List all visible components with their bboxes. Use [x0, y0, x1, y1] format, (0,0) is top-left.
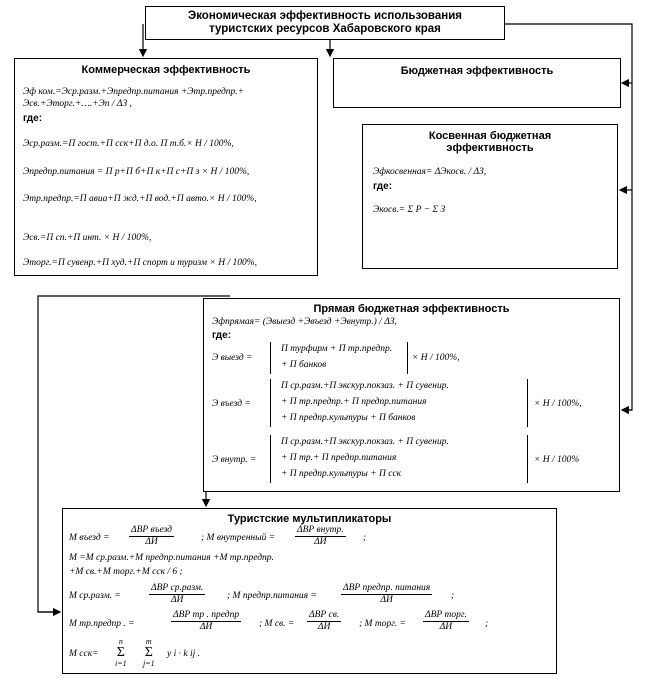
direct-out-bracket: [270, 342, 408, 374]
commercial-formula-4: Этр.предпр.=П авиа+П жд.+П вод.+П авто.× Н / 100%,: [23, 194, 257, 204]
commercial-box: [14, 58, 318, 276]
direct-title: Прямая бюджетная эффективность: [313, 303, 510, 315]
mult-row1-num-b: ΔВР внутр.: [297, 525, 344, 535]
mult-row1-frac-b: [295, 525, 346, 548]
sigma-icon: Σ: [116, 645, 125, 660]
direct-out-label: Э выезд =: [212, 353, 253, 363]
direct-in-tail: × Н / 100%,: [534, 399, 582, 409]
mult-row5-frac-a: [171, 610, 241, 633]
mult-row1-den-a: ΔИ: [145, 537, 158, 547]
direct-where: где:: [212, 330, 232, 341]
direct-dom-label: Э внутр. =: [212, 455, 257, 465]
mult-row5-num-c: ΔВР торг.: [425, 610, 467, 620]
mult-row1-b: ; М внутренный =: [201, 533, 276, 543]
budget-box: [333, 58, 621, 108]
direct-box: [203, 298, 620, 492]
direct-dom-tail: × Н / 100%: [534, 455, 580, 465]
direct-formula-1: Эфпрямая= (Эвыезд +Эвъезд +Эвнутр.) / ΔЗ,: [212, 317, 397, 327]
mult-row6-tail: y i · k ij .: [167, 649, 200, 659]
multipliers-box: [62, 508, 557, 674]
commercial-formula-1a: Эф ком.=Эср.разм.+Эпредпр.питания +Этр.предпр.+: [23, 87, 245, 97]
mult-row4-a: М ср.разм. =: [69, 591, 121, 601]
commercial-where: где:: [23, 113, 43, 124]
mult-row5-frac-b: [307, 610, 341, 633]
indirect-formula-2: Экосв.= Σ Р − Σ З: [373, 205, 446, 215]
direct-out-b: + П банков: [281, 360, 327, 370]
mult-row4-frac-a: [149, 583, 205, 606]
main-title-line2: туристских ресурсов Хабаровского края: [209, 23, 441, 35]
mult-row1-c: ;: [363, 533, 367, 543]
direct-dom-c: + П предпр.культуры + П сск: [281, 469, 402, 479]
mult-row4-num-a: ΔВР ср.разм.: [151, 583, 204, 593]
mult-row5-den-a: ΔИ: [199, 622, 213, 632]
mult-row6-sum1-bot: i=1: [115, 659, 127, 668]
mult-row5-frac-c: [423, 610, 469, 633]
direct-dom-a: П ср.разм.+П экскур.покзаз. + П сувенир.: [281, 437, 449, 447]
mult-row5-den-b: ΔИ: [317, 622, 331, 632]
mult-row6-sum1: [115, 637, 127, 668]
mult-row1-num-a: ΔВР въезд: [131, 525, 172, 535]
mult-row5-num-b: ΔВР св.: [309, 610, 340, 620]
mult-row6-sum1-top: n: [118, 637, 123, 646]
commercial-formula-1b: Эсв.+Эторг.+….+Эn / ΔЗ ,: [23, 99, 132, 109]
mult-row6-sum2-top: m: [145, 637, 152, 646]
mult-row6-label: М сск=: [69, 649, 99, 659]
budget-title: Бюджетная эффективность: [400, 65, 554, 77]
sigma-icon: Σ: [144, 645, 153, 660]
mult-row4-den-a: ΔИ: [170, 595, 184, 605]
commercial-formula-5: Эсв.=П сп.+П инт. × Н / 100%,: [23, 233, 152, 243]
commercial-formula-3: Эпредпр.питания = П р+П б+П к+П с+П з × Н / 100%,: [23, 167, 250, 177]
mult-row5-den-c: ΔИ: [439, 622, 453, 632]
commercial-title: Коммерческая эффективность: [81, 64, 251, 76]
mult-row2: М =М ср.разм.+М предпр.питания +М тр.предпр.: [69, 553, 274, 563]
mult-row5-b: ; М св. =: [259, 619, 295, 629]
mult-row5-c: ; М торг. =: [359, 619, 406, 629]
mult-row3: +М св.+М торг.+М сск / 6 ;: [69, 567, 183, 577]
direct-out-tail: × Н / 100%,: [412, 353, 460, 363]
indirect-formula-1: Эфкосвенная= ΔЭкосв. / ΔЗ,: [373, 167, 487, 177]
indirect-title-1: Косвенная бюджетная: [428, 130, 552, 142]
indirect-box: [362, 124, 618, 269]
main-title-box: [145, 6, 505, 40]
direct-in-c: + П предпр.культуры + П банков: [281, 413, 416, 423]
direct-dom-bracket: [270, 435, 528, 483]
mult-row4-frac-b: [341, 583, 432, 606]
indirect-title-2: эффективность: [446, 142, 534, 154]
direct-dom-b: + П тр.+ П предпр.питания: [281, 453, 397, 463]
mult-row1-den-b: ΔИ: [314, 537, 327, 547]
mult-row1-a: М въезд =: [69, 533, 110, 543]
direct-in-b: + П тр.предпр.+ П предпр.питания: [281, 397, 427, 407]
mult-row4-num-b: ΔВР предпр. питания: [343, 583, 431, 593]
indirect-where: где:: [373, 181, 393, 192]
direct-in-bracket: [270, 379, 528, 427]
commercial-formula-6: Эторг.=П сувенр.+П худ.+П спорт и туризм × Н / 100%,: [23, 258, 258, 268]
direct-in-label: Э въезд =: [212, 399, 251, 409]
mult-row5-d: ;: [485, 619, 489, 629]
mult-row5-a: М тр.предпр . =: [69, 619, 135, 629]
direct-in-a: П ср.разм.+П экскур.покзаз. + П сувенир.: [281, 381, 449, 391]
multipliers-title: Туристские мультипликаторы: [227, 513, 392, 525]
mult-row6-sum2: [143, 637, 155, 668]
mult-row4-den-b: ΔИ: [380, 595, 393, 605]
mult-row4-b: ; М предпр.питания =: [227, 591, 317, 601]
mult-row4-c: ;: [451, 591, 455, 601]
mult-row6-sum2-bot: j=1: [143, 659, 155, 668]
main-title-line1: Экономическая эффективность использования: [188, 10, 462, 22]
mult-row5-num-a: ΔВР тр . предпр: [173, 610, 240, 620]
mult-row1-frac-a: [129, 525, 174, 548]
commercial-formula-2: Эср.разм.=П гост.+П сск+П д.о. П т.б.× Н / 100%,: [23, 139, 234, 149]
direct-out-a: П турфирм + П тр.предпр.: [281, 344, 393, 354]
